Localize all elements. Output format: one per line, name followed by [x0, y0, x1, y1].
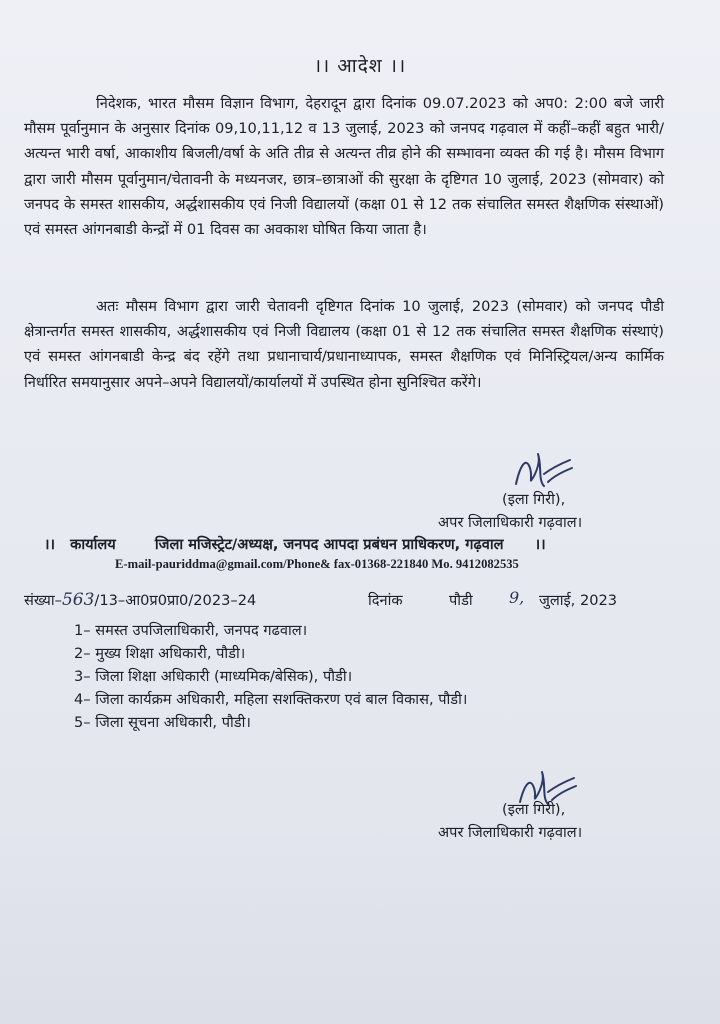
signatory-designation: अपर जिलाधिकारी गढ़वाल। [438, 824, 583, 841]
reference-code: /13–आ0प्र0प्रा0/2023–24 [94, 592, 257, 609]
office-contact-line: E-mail-pauriddma@gmail.com/Phone& fax-01368-221840 Mo. 9412082535 [115, 557, 519, 571]
distribution-item: 4– जिला कार्यक्रम अधिकारी, महिला सशक्तिकरण एवं बाल विकास, पौडी। [74, 691, 468, 708]
document-title: ।। आदेश ।। [313, 55, 407, 77]
office-department: जिला मजिस्ट्रेट/अध्यक्ष, जनपद आपदा प्रबंधन प्राधिकरण, गढ़वाल [154, 536, 504, 553]
order-paragraph-1: निदेशक, भारत मौसम विज्ञान विभाग, देहरादून द्वारा दिनांक 09.07.2023 को अप0: 2:00 बजे जारी मौसम पूर्वानुमान के अनुसार दिनांक 09,10,11,12 व 13 जुलाई, 2023 को जनपद गढ़वाल में कहीं–कहीं बहुत भारी/अत्यन्त भारी वर्षा, आकाशीय बिजली/वर्षा के अति तीव्र से अत्यन्त तीव्र होने की सम्भावना व्यक्त की गई है। मौसम विभाग द्वारा जारी मौसम पूर्वानुमान/चेतावनी के मध्यनजर, छात्र–छात्राओं की सुरक्षा के दृष्टिगत 10 जुलाई, 2023 (सोमवार) को जनपद के समस्त शासकीय, अर्द्धशासकीय एवं निजी विद्यालयों (कक्षा 01 से 12 तक संचालित समस्त शैक्षणिक संस्थाओं) एवं समस्त आंगनबाडी केन्द्रों में 01 दिवस का अवकाश घोषित किया जाता है। [24, 95, 664, 239]
distribution-item: 3– जिला शिक्षा अधिकारी (माध्यमिक/बेसिक), पौडी। [74, 668, 353, 685]
reference-label: संख्या– [24, 592, 62, 609]
office-header [44, 534, 644, 554]
date-month-year: जुलाई, 2023 [539, 592, 618, 609]
order-paragraph-2: अतः मौसम विभाग द्वारा जारी चेतावनी दृष्टिगत दिनांक 10 जुलाई, 2023 (सोमवार) को जनपद पौडी क्षेत्रान्तर्गत समस्त शासकीय, अर्द्धशासकीय एवं निजी विद्यालय (कक्षा 01 से 12 तक संचालित समस्त शैक्षणिक संस्थाएं) एवं समस्त आंगनबाडी केन्द्र बंद रहेंगे तथा प्रधानाचार्य/प्रधानाध्यापक, समस्त शैक्षणिक एवं मिनिस्ट्रियल/अन्य कार्मिक निर्धारित समयानुसार अपने–अपने विद्यालयों/कार्यालयों में उपस्थित होना सुनिश्चित करेंगे। [24, 298, 664, 391]
reference-number: 563 [61, 590, 95, 610]
date-label: दिनांक [368, 592, 403, 609]
office-right-separator: ।। [534, 536, 546, 553]
signature-block [438, 488, 648, 534]
signatory-designation: अपर जिलाधिकारी गढ़वाल। [438, 514, 583, 531]
distribution-item: 2– मुख्य शिक्षा अधिकारी, पौडी। [74, 645, 246, 662]
distribution-list [74, 619, 467, 734]
office-left-separator: ।। [44, 536, 56, 553]
signature-block-2 [438, 798, 648, 844]
distribution-item: 5– जिला सूचना अधिकारी, पौडी। [74, 714, 251, 731]
reference-line [24, 590, 644, 610]
distribution-item: 1– समस्त उपजिलाधिकारी, जनपद गढवाल। [74, 622, 308, 639]
date-day: 9, [509, 588, 525, 607]
date-place: पौडी [449, 592, 473, 609]
signatory-name: (इला गिरी), [502, 801, 566, 818]
signatory-name: (इला गिरी), [502, 491, 566, 508]
office-label: कार्यालय [70, 536, 116, 553]
